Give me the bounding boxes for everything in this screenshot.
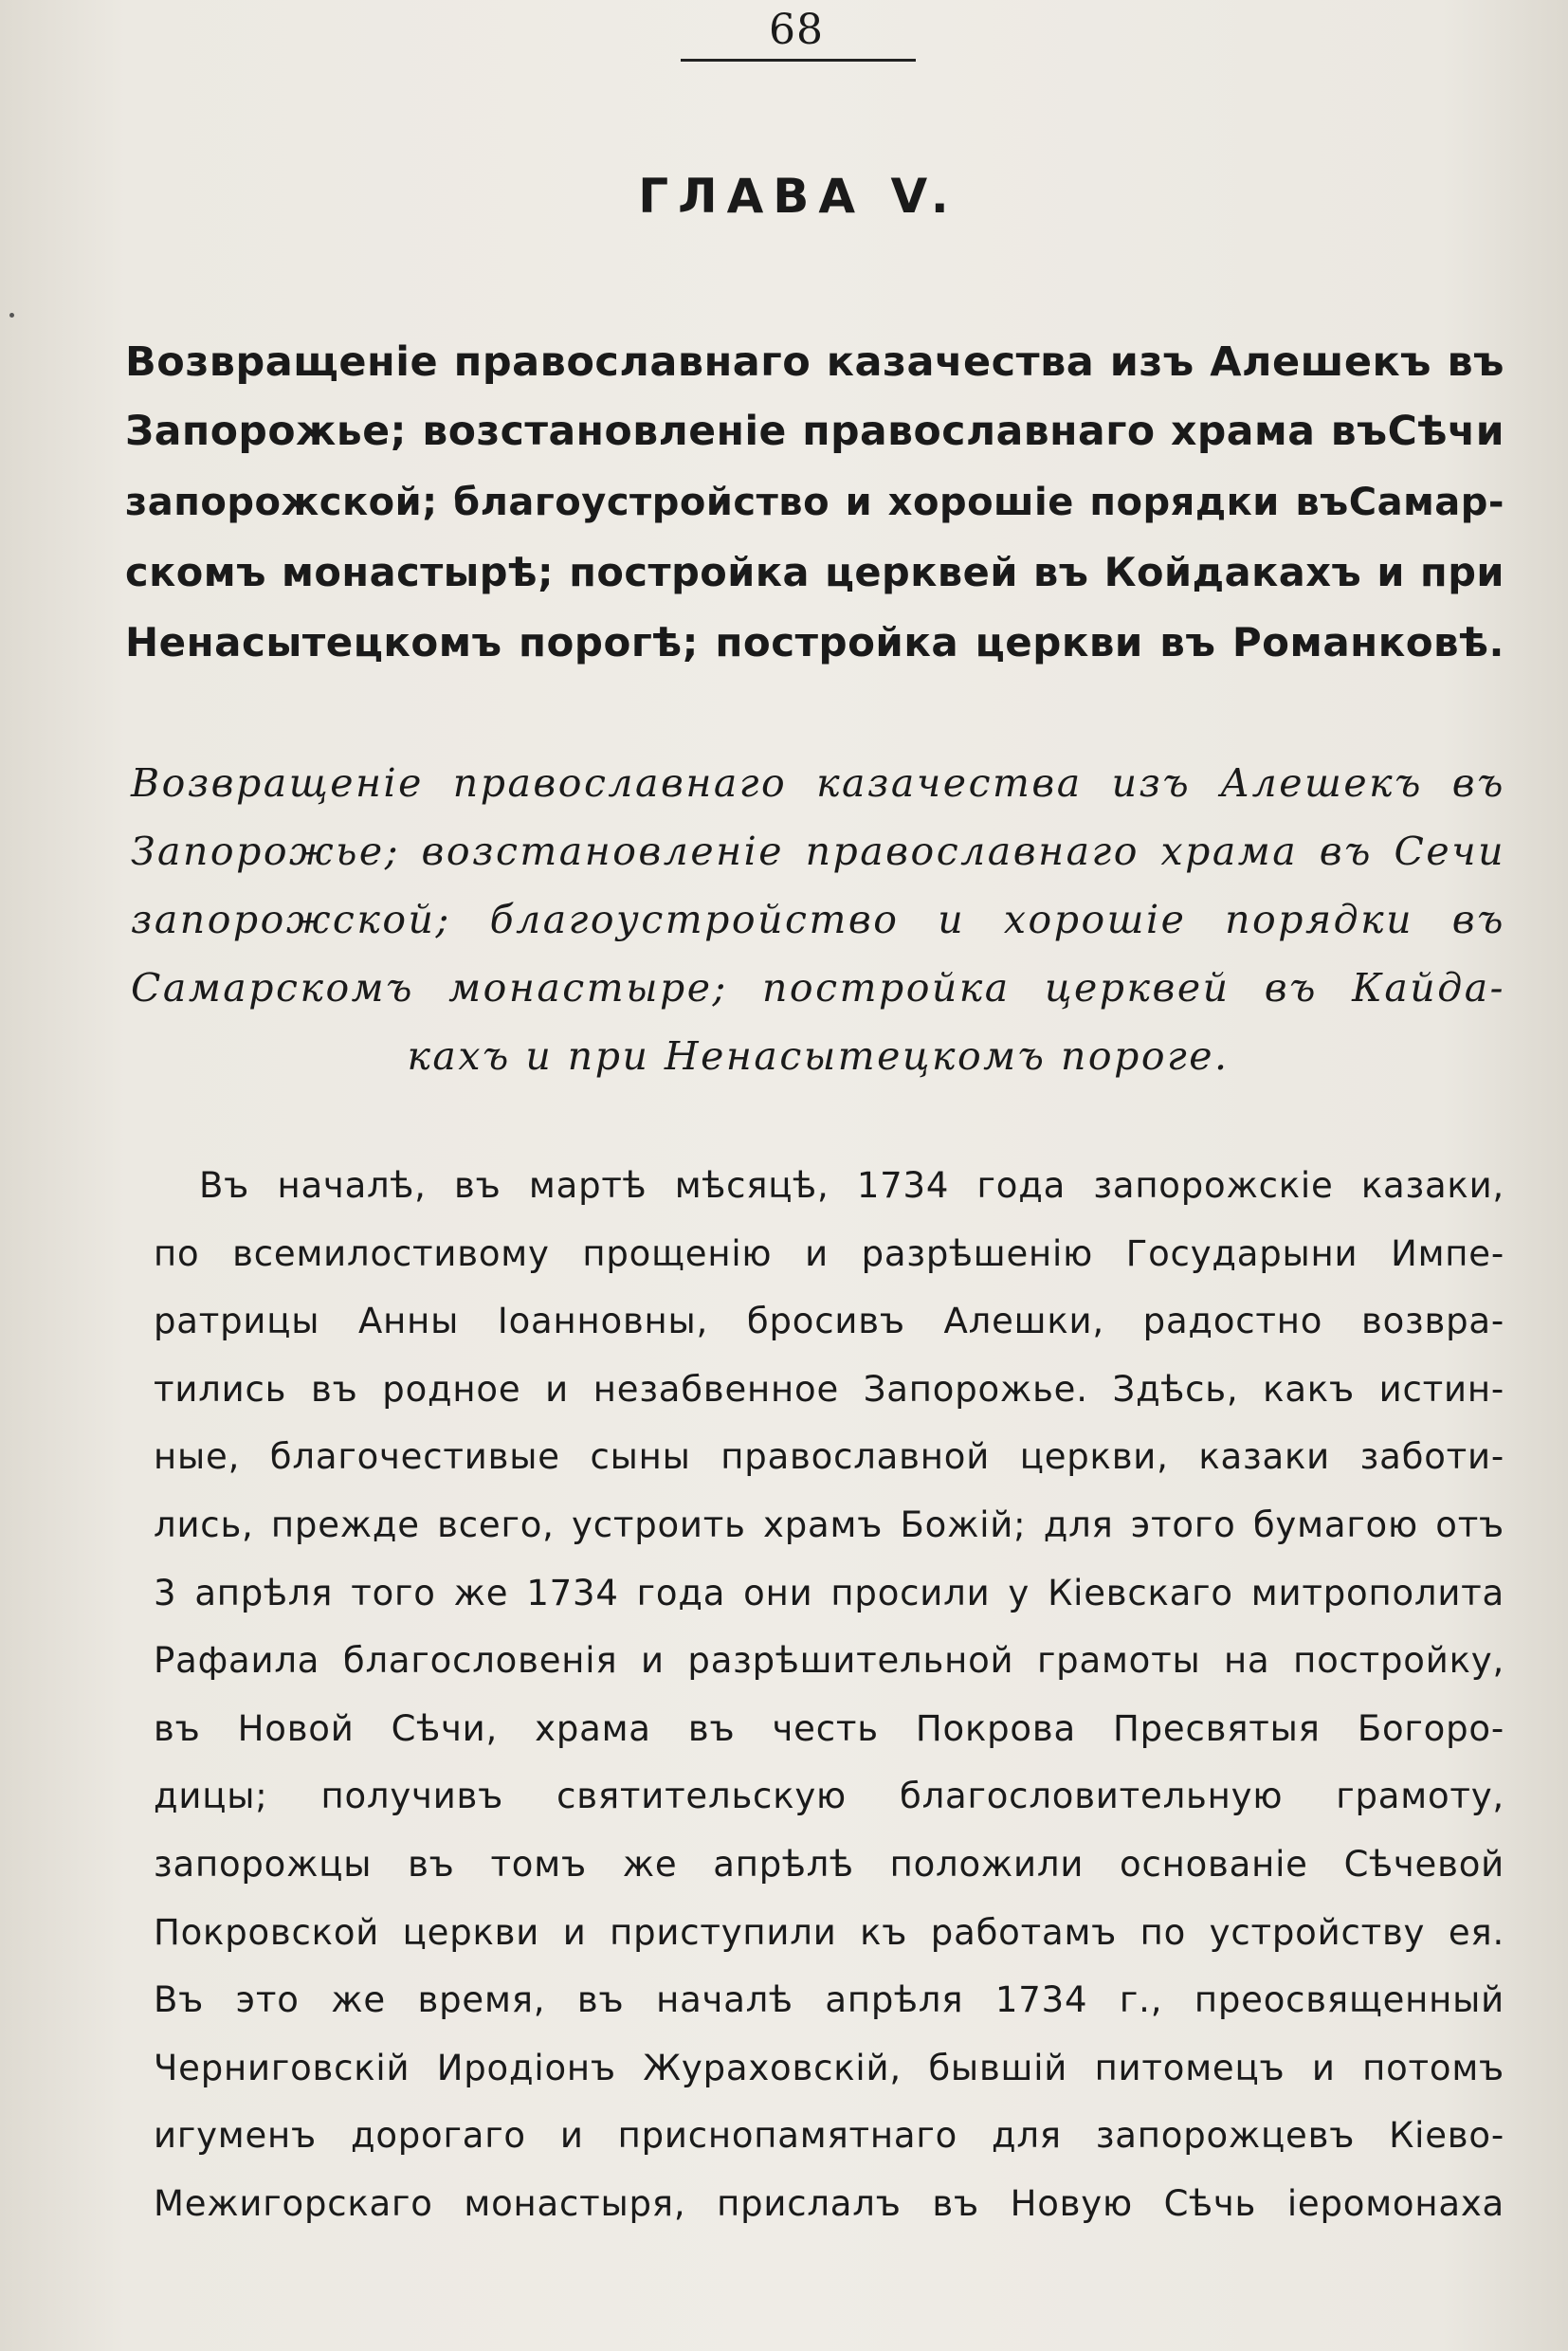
body-line: дицы; получивъ святительскую благословительную грамоту, — [154, 1776, 1504, 1817]
summary-italic-line: Запорожье; возстановленіе православнаго храма въ Сечи — [131, 829, 1505, 874]
page-number-rule — [681, 59, 916, 62]
body-line: Въ началѣ, въ мартѣ мѣсяцѣ, 1734 года запорожскіе казаки, — [199, 1165, 1504, 1206]
body-line: 3 апрѣля того же 1734 года они просили у Кіевскаго митрополита — [154, 1572, 1504, 1613]
body-line: ные, благочестивые сыны православной церкви, казаки заботи- — [154, 1436, 1504, 1478]
summary-italic-line: Самарскомъ монастыре; постройка церквей въ Кайда- — [131, 965, 1505, 1011]
summary-italic-line: кахъ и при Ненасытецкомъ пороге. — [407, 1033, 1230, 1079]
body-line: Рафаила благословенія и разрѣшительной грамоты на постройку, — [154, 1640, 1504, 1682]
body-line: въ Новой Сѣчи, храма въ честь Покрова Пресвятыя Богоро- — [154, 1707, 1504, 1749]
summary-bold-line: Запорожье; возстановленіе православнаго храма въСѣчи — [125, 409, 1504, 455]
chapter-heading: ГЛАВА V. — [638, 169, 958, 224]
body-line: запорожцы въ томъ же апрѣлѣ положили основаніе Сѣчевой — [154, 1843, 1504, 1885]
body-line: игуменъ дорогаго и приснопамятнаго для запорожцевъ Кіево- — [154, 2115, 1504, 2157]
margin-mark — [9, 313, 14, 318]
body-line: тились въ родное и незабвенное Запорожье. Здѣсь, какъ истин- — [154, 1368, 1504, 1410]
summary-italic-line: Возвращеніе православнаго казачества изъ Алешекъ въ — [131, 760, 1505, 806]
summary-bold-line: скомъ монастырѣ; постройка церквей въ Койдакахъ и при — [125, 549, 1504, 595]
body-line: Покровской церкви и приступили къ работамъ по устройству ея. — [154, 1911, 1504, 1953]
summary-italic-line: запорожской; благоустройство и хорошіе порядки въ — [131, 897, 1505, 942]
chapter-summary-italic — [131, 749, 1505, 1090]
body-line: Черниговскій Иродіонъ Жураховскій, бывшій питомецъ и потомъ — [154, 2047, 1504, 2088]
summary-bold-line: Возвращеніе православнаго казачества изъ Алешекъ въ — [125, 338, 1504, 386]
body-line: Межигорскаго монастыря, прислалъ въ Новую Сѣчь іеромонаха — [154, 2182, 1504, 2224]
page-number: 68 — [769, 6, 824, 54]
body-line: по всемилостивому прощенію и разрѣшенію Государыни Импе- — [154, 1232, 1504, 1274]
body-line: лись, прежде всего, устроить храмъ Божій; для этого бумагою отъ — [154, 1504, 1504, 1545]
body-paragraph — [154, 1152, 1504, 2238]
chapter-summary-bold — [125, 327, 1504, 678]
summary-bold-line: Ненасытецкомъ порогѣ; постройка церкви въ Романковѣ. — [125, 619, 1504, 665]
body-line: Въ это же время, въ началѣ апрѣля 1734 г., преосвященный — [154, 1979, 1504, 2021]
summary-bold-line: запорожской; благоустройство и хорошіе порядки въСамар- — [125, 481, 1504, 524]
body-line: ратрицы Анны Іоанновны, бросивъ Алешки, радостно возвра- — [154, 1301, 1504, 1342]
